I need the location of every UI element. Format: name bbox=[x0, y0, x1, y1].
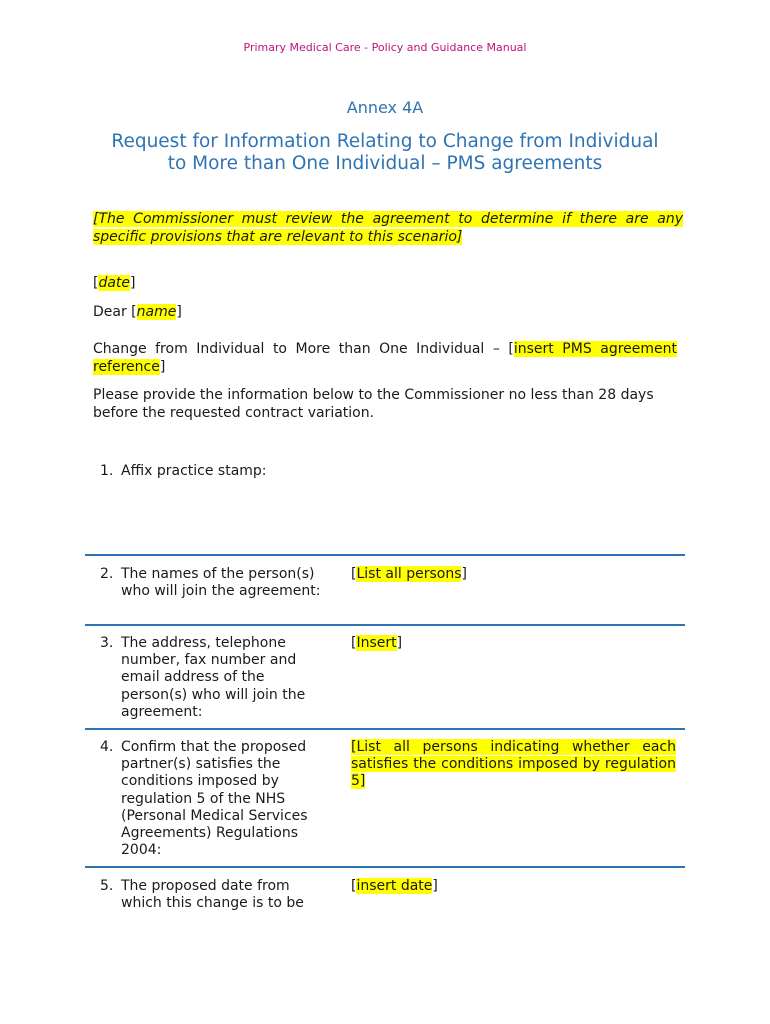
name-placeholder: name bbox=[136, 304, 177, 320]
table-rule bbox=[85, 728, 685, 730]
agreement-reference-placeholder: insert PMS agreement reference bbox=[93, 341, 677, 375]
item-3 bbox=[100, 635, 332, 721]
salutation-prefix: Dear bbox=[93, 304, 127, 320]
item-5-number: 5. bbox=[100, 878, 114, 894]
table-rule-top bbox=[85, 554, 685, 556]
item-5-question: The proposed date from which this change is to be bbox=[121, 878, 304, 912]
item-2-answer: [List all persons] bbox=[351, 566, 467, 582]
item-4 bbox=[100, 739, 332, 859]
item-4-answer-placeholder: List all persons indicating whether each satisfies the conditions imposed by regulation 5 bbox=[351, 739, 676, 790]
item-2-question: The names of the person(s) who will join the agreement: bbox=[121, 566, 321, 600]
item-1-question: Affix practice stamp: bbox=[121, 463, 267, 479]
item-5-answer-placeholder: insert date bbox=[356, 878, 433, 894]
item-1-number: 1. bbox=[100, 463, 114, 479]
subject-text: Change from Individual to More than One Individual – bbox=[93, 341, 500, 357]
annex-label: Annex 4A bbox=[346, 98, 424, 117]
item-5 bbox=[100, 878, 332, 912]
item-2 bbox=[100, 566, 332, 600]
item-3-number: 3. bbox=[100, 635, 114, 651]
commissioner-note-text: [The Commissioner must review the agreement to determine if there are any specific provisions that are relevant to this scenario] bbox=[93, 211, 683, 245]
item-4-number: 4. bbox=[100, 739, 114, 755]
commissioner-note bbox=[93, 211, 683, 246]
item-3-answer: [Insert] bbox=[351, 635, 403, 651]
item-3-question: The address, telephone number, fax number and email address of the person(s) who will join the agreement: bbox=[121, 635, 306, 720]
item-2-answer-placeholder: List all persons bbox=[356, 566, 462, 582]
document-title: Request for Information Relating to Change from Individual to More than One Individual – PMS agreements bbox=[111, 131, 659, 174]
date-placeholder: date bbox=[98, 275, 131, 291]
salutation: Dear [name] bbox=[93, 304, 182, 320]
item-4-question: Confirm that the proposed partner(s) satisfies the conditions imposed by regulation 5 of the NHS (Personal Medical Services Agreements) Regulations 2004: bbox=[121, 739, 308, 859]
date-line: [date] bbox=[93, 275, 136, 291]
item-5-answer: [insert date] bbox=[351, 878, 438, 894]
intro-paragraph: Please provide the information below to the Commissioner no less than 28 days before the requested contract variation. bbox=[93, 387, 654, 421]
item-2-number: 2. bbox=[100, 566, 114, 582]
item-3-answer-placeholder: Insert bbox=[356, 635, 397, 651]
table-rule bbox=[85, 866, 685, 868]
subject-line: Change from Individual to More than One Individual – [insert PMS agreement reference] bbox=[93, 341, 677, 375]
item-1 bbox=[100, 463, 400, 480]
table-rule bbox=[85, 624, 685, 626]
item-4-answer: [List all persons indicating whether each satisfies the conditions imposed by regulation 5] bbox=[351, 739, 676, 790]
running-header: Primary Medical Care - Policy and Guidance Manual bbox=[243, 41, 527, 54]
